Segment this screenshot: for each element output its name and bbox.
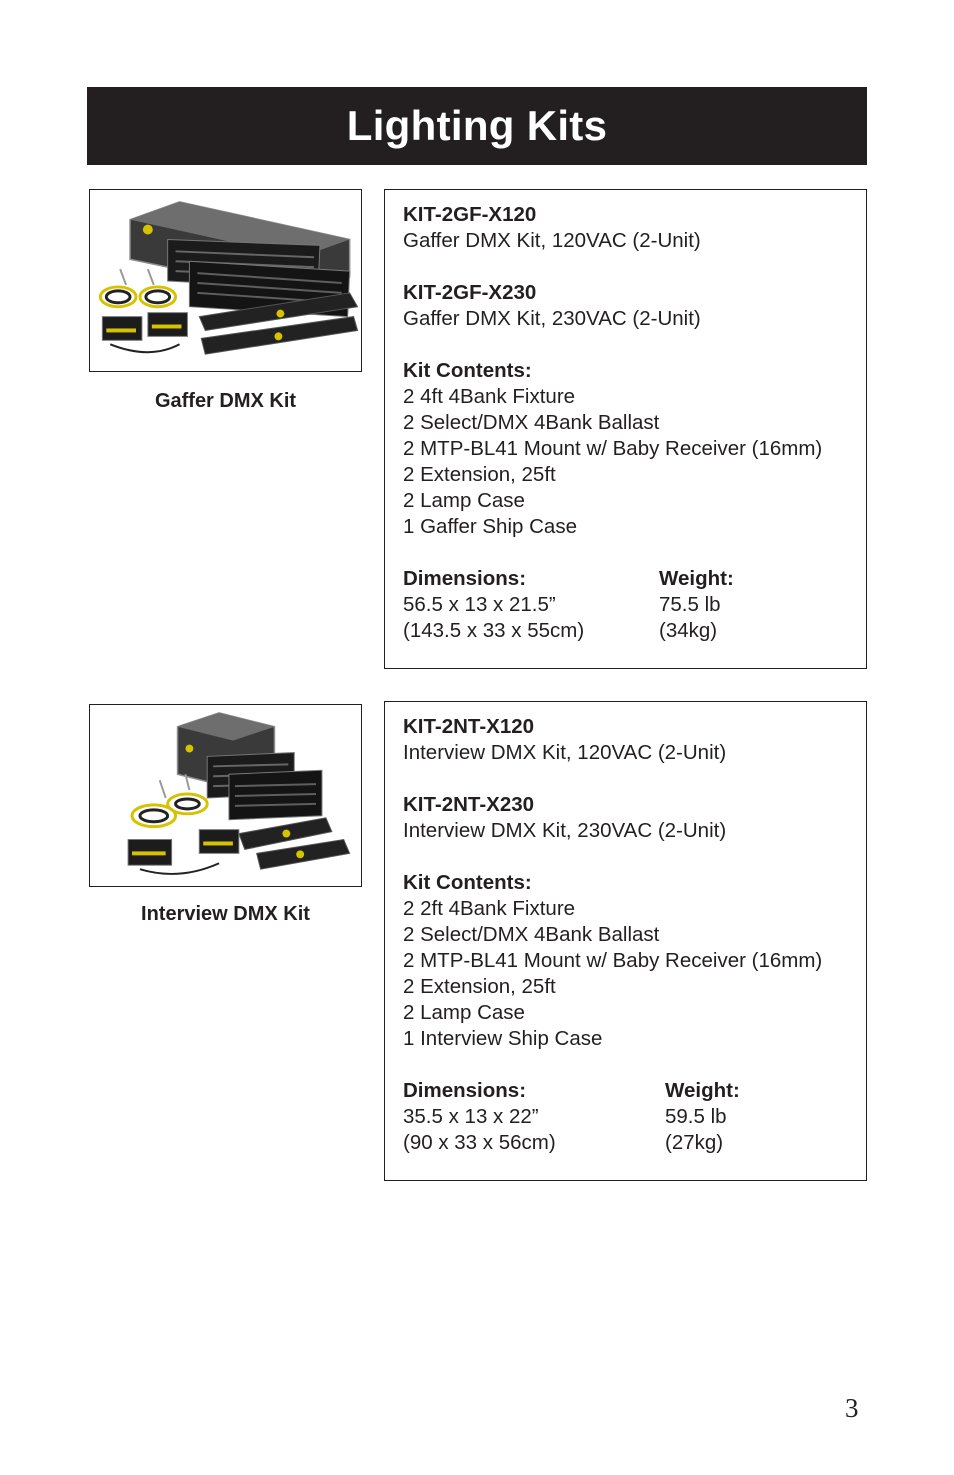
model-number: KIT-2GF-X120 <box>403 203 537 226</box>
dimensions-cm: (143.5 x 33 x 55cm) <box>403 619 585 642</box>
list-item: 2 Lamp Case <box>403 1001 525 1024</box>
interview-kit-info <box>384 701 867 1181</box>
weight-label: Weight: <box>665 1079 740 1102</box>
weight-label: Weight: <box>659 567 734 590</box>
dimensions-inches: 56.5 x 13 x 21.5” <box>403 593 556 616</box>
interview-kit-caption: Interview DMX Kit <box>141 903 310 925</box>
list-item: 2 2ft 4Bank Fixture <box>403 897 576 920</box>
list-item: 2 4ft 4Bank Fixture <box>403 385 576 408</box>
weight-kg: (34kg) <box>659 619 718 642</box>
list-item: 2 Select/DMX 4Bank Ballast <box>403 923 660 946</box>
list-item: 1 Interview Ship Case <box>403 1027 603 1050</box>
list-item: 2 Lamp Case <box>403 489 525 512</box>
list-item: 2 Extension, 25ft <box>403 463 556 486</box>
weight-kg: (27kg) <box>665 1131 724 1154</box>
gaffer-kit-illustration <box>90 190 361 371</box>
list-item: 1 Gaffer Ship Case <box>403 515 577 538</box>
model-description: Gaffer DMX Kit, 120VAC (2-Unit) <box>403 229 701 252</box>
kit-contents-list <box>403 384 866 540</box>
page-number: 3 <box>845 1393 859 1423</box>
model-description: Interview DMX Kit, 120VAC (2-Unit) <box>403 741 727 764</box>
gaffer-kit-info <box>384 189 867 669</box>
weight-lb: 75.5 lb <box>659 593 721 616</box>
model-description: Interview DMX Kit, 230VAC (2-Unit) <box>403 819 727 842</box>
kit-contents-heading: Kit Contents: <box>403 871 532 894</box>
specs-table <box>403 1078 866 1156</box>
dimensions-cm: (90 x 33 x 56cm) <box>403 1131 556 1154</box>
model-description: Gaffer DMX Kit, 230VAC (2-Unit) <box>403 307 701 330</box>
list-item: 2 Extension, 25ft <box>403 975 556 998</box>
interview-kit-photo <box>89 704 362 887</box>
model-number: KIT-2NT-X230 <box>403 793 535 816</box>
gaffer-kit-caption: Gaffer DMX Kit <box>154 390 297 412</box>
model-number: KIT-2GF-X230 <box>403 281 537 304</box>
weight-lb: 59.5 lb <box>665 1105 727 1128</box>
page-title: Lighting Kits <box>346 102 608 149</box>
list-item: 2 MTP-BL41 Mount w/ Baby Receiver (16mm) <box>403 949 823 972</box>
interview-kit-illustration <box>90 705 361 886</box>
model-number: KIT-2NT-X120 <box>403 715 535 738</box>
dimensions-inches: 35.5 x 13 x 22” <box>403 1105 539 1128</box>
list-item: 2 Select/DMX 4Bank Ballast <box>403 411 660 434</box>
dimensions-label: Dimensions: <box>403 567 527 590</box>
kit-contents-list <box>403 896 866 1052</box>
specs-table <box>403 566 866 644</box>
page-title-bar <box>87 87 867 165</box>
gaffer-kit-photo <box>89 189 362 372</box>
list-item: 2 MTP-BL41 Mount w/ Baby Receiver (16mm) <box>403 437 823 460</box>
kit-contents-heading: Kit Contents: <box>403 359 532 382</box>
dimensions-label: Dimensions: <box>403 1079 527 1102</box>
